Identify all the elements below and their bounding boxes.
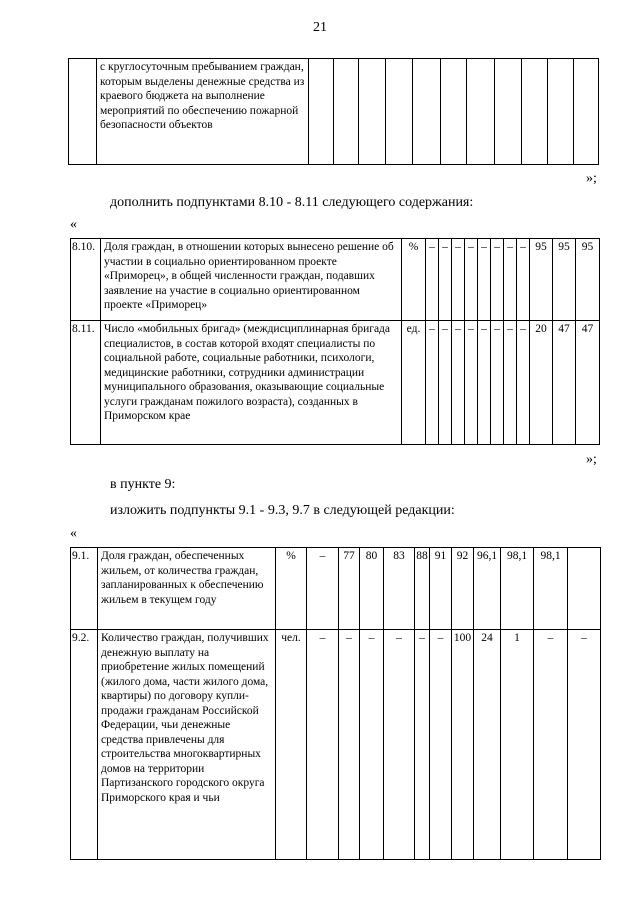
- row-unit: %: [276, 548, 307, 630]
- value-cell: –: [491, 321, 504, 445]
- value-cell: 100: [452, 630, 474, 860]
- paragraph-amend-8: дополнить подпунктами 8.10 - 8.11 следующего содержания:: [110, 195, 474, 210]
- value-cell: –: [439, 239, 452, 321]
- row-label: Количество граждан, получивших денежную выплату на приобретение жилых помещений (жилого дома, части жилого дома, квартиры) по договору купли-продажи гражданам Российской Федерации, чьи денежные средства привлечены для строительства многоквартирных домов на территории Партизанского городского округа Приморского края и чьи: [98, 630, 276, 860]
- value-cell: –: [478, 321, 491, 445]
- value-cell: –: [517, 321, 530, 445]
- value-cell: –: [504, 321, 517, 445]
- value-cell: –: [415, 630, 430, 860]
- paragraph-amend-9: изложить подпункты 9.1 - 9.3, 9.7 в следующей редакции:: [110, 503, 455, 518]
- value-cell: 20: [530, 321, 553, 445]
- value-cell: 95: [576, 239, 600, 321]
- value-cell: –: [430, 630, 452, 860]
- table-row: [71, 321, 600, 445]
- value-cell: –: [384, 630, 415, 860]
- value-cell: –: [478, 239, 491, 321]
- value-cell: 47: [576, 321, 600, 445]
- value-cell: 91: [430, 548, 452, 630]
- row-number: 9.1.: [71, 548, 98, 630]
- row-unit: ед.: [402, 321, 426, 445]
- value-cell: –: [360, 630, 384, 860]
- value-cell: –: [491, 239, 504, 321]
- value-cell: –: [426, 321, 439, 445]
- row-unit: чел.: [276, 630, 307, 860]
- value-cell: –: [568, 630, 601, 860]
- value-cell: 80: [360, 548, 384, 630]
- value-cell: 88: [415, 548, 430, 630]
- value-cell: –: [439, 321, 452, 445]
- row-label: Доля граждан, в отношении которых вынесено решение об участии в социально ориентированном проекте «Приморец», в общей численности граждан, подавших заявление на участие в социально ориентированном проекте «Приморец»: [101, 239, 402, 321]
- row-label: Число «мобильных бригад» (междисциплинарная бригада специалистов, в состав которой входят специалисты по социальной работе, социальные работники, психологи, медицинские работники, сотрудники администрации муниципального образования, оказывающие социальные услуги гражданам пожилого возраста), созданных в Приморском крае: [101, 321, 402, 445]
- row-unit: %: [402, 239, 426, 321]
- value-cell: –: [504, 239, 517, 321]
- page-number: 21: [313, 20, 327, 35]
- value-cell: 1: [501, 630, 534, 860]
- table-row: [71, 548, 601, 630]
- row-number: 8.11.: [71, 321, 101, 445]
- opening-quote-1: «: [70, 217, 77, 232]
- value-cell: –: [534, 630, 568, 860]
- top-table-label: с круглосуточным пребыванием граждан, которым выделены денежные средства из краевого бюджета на выполнение мероприятий по обеспечению пожарной безопасности объектов: [97, 59, 309, 165]
- value-cell: 24: [474, 630, 501, 860]
- value-cell: 95: [553, 239, 576, 321]
- value-cell: –: [517, 239, 530, 321]
- value-cell: –: [307, 548, 339, 630]
- row-label: Доля граждан, обеспеченных жильем, от количества граждан, запланированных к обеспечению жильем в текущем году: [98, 548, 276, 630]
- value-cell: –: [452, 239, 465, 321]
- table-row: [71, 239, 600, 321]
- value-cell: 83: [384, 548, 415, 630]
- paragraph-point-9: в пункте 9:: [110, 477, 176, 492]
- table-row: [71, 630, 601, 860]
- value-cell: –: [426, 239, 439, 321]
- row-number: 8.10.: [71, 239, 101, 321]
- value-cell: 47: [553, 321, 576, 445]
- row-number: 9.2.: [71, 630, 98, 860]
- value-cell: 98,1: [501, 548, 534, 630]
- value-cell: –: [465, 321, 478, 445]
- value-cell: –: [307, 630, 339, 860]
- value-cell: –: [465, 239, 478, 321]
- closing-quote-2: »;: [586, 452, 597, 467]
- value-cell: –: [452, 321, 465, 445]
- value-cell: 96,1: [474, 548, 501, 630]
- top-table: [68, 58, 599, 165]
- value-cell: 77: [339, 548, 360, 630]
- value-cell: 98,1: [534, 548, 568, 630]
- table-8: [70, 238, 600, 445]
- opening-quote-2: «: [70, 526, 77, 541]
- table-9: [70, 547, 601, 860]
- value-cell: 92: [452, 548, 474, 630]
- closing-quote-1: »;: [586, 171, 597, 186]
- value-cell: [568, 548, 601, 630]
- value-cell: –: [339, 630, 360, 860]
- top-table-num-cell: [69, 59, 97, 165]
- value-cell: 95: [530, 239, 553, 321]
